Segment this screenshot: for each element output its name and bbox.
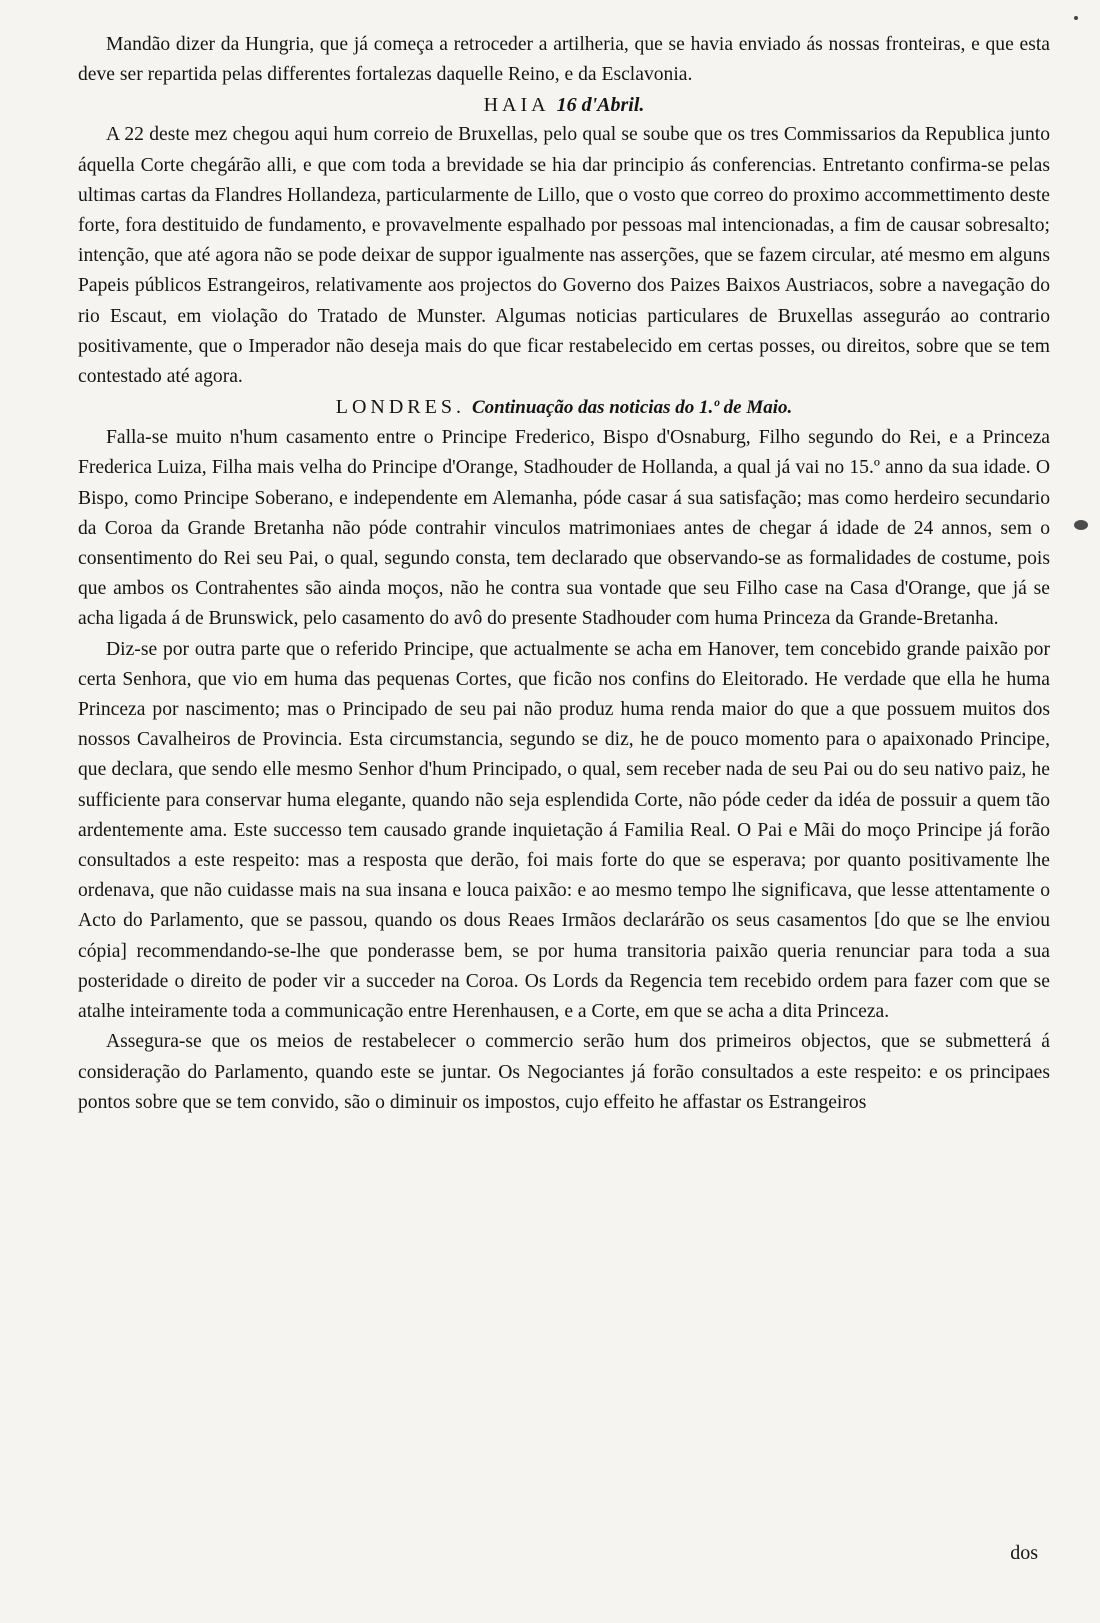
heading-londres <box>78 392 1050 423</box>
paragraph-hungria: Mandão dizer da Hungria, que já começa a retroceder a artilheria, que se havia enviado ás nossas fronteiras, e que esta deve ser repartida pelas differentes fortalezas daquelle Reino, e da Esclavonia. <box>78 34 1050 86</box>
heading-londres-place: LONDRES. <box>335 396 465 419</box>
heading-londres-subtitle: Continuação das noticias do 1.º de Maio. <box>471 397 793 419</box>
ink-speck <box>1074 16 1078 20</box>
paragraph-casamento: Falla-se muito n'hum casamento entre o Principe Frederico, Bispo d'Osnaburg, Filho segundo do Rei, e a Princeza Frederica Luiza, Filha mais velha do Principe d'Orange, Stadhouder de Hollanda, a qual já vai no 15.º anno da sua idade. O Bispo, como Principe Soberano, e independente em Alemanha, póde casar á sua satisfação; mas como herdeiro secundario da Coroa da Grande Bretanha não póde contrahir vinculos matrimoniaes antes de chegar á idade de 24 annos, sem o consentimento do Rei seu Pai, o qual, segundo consta, tem declarado que observando-se as formalidades de costume, pois que ambos os Contrahentes são ainda moços, não he contra sua vontade que seu Filho case na Casa d'Orange, que já se acha ligada á de Brunswick, pelo casamento do avô do presente Stadhouder com huma Princeza da Grande-Bretanha. <box>78 427 1050 630</box>
paragraph-commercio: Assegura-se que os meios de restabelecer o commercio serão hum dos primeiros objectos, que se submetterá á consideração do Parlamento, quando este se juntar. Os Negociantes já forão consultados a este respeito: e os principaes pontos sobre que se tem convido, são o diminuir os impostos, cujo effeito he affastar os Estrangeiros <box>78 1031 1050 1113</box>
heading-haia-date: 16 d'Abril. <box>556 94 645 117</box>
ink-blot <box>1074 520 1088 530</box>
paragraph-haia: A 22 deste mez chegou aqui hum correio de Bruxellas, pelo qual se soube que os tres Commissarios da Republica junto áquella Corte chegárão alli, e que com toda a brevidade se hia dar principio ás conferencias. Entretanto confirma-se pelas ultimas cartas da Flandres Hollandeza, particularmente de Lillo, que o vosto que correo do proximo accommettimento deste forte, fora destituido de fundamento, e provavelmente espalhado por pessoas mal intencionadas, a fim de causar sobresalto; intenção, que até agora não se pode deixar de suppor igualmente nas asserções, que se fazem circular, até mesmo em alguns Papeis públicos Estrangeiros, relativamente aos projectos do Governo dos Paizes Baixos Austriacos, sobre a navegação do rio Escaut, em violação do Tratado de Munster. Algumas noticias particulares de Bruxellas asseguráo ao contrario positivamente, que o Imperador não deseja mais do que ficar restabelecido em certas posses, ou direitos, sobre que se tem contestado até agora. <box>78 124 1050 388</box>
heading-haia-place: HAIA <box>483 94 550 117</box>
paragraph-hanover: Diz-se por outra parte que o referido Principe, que actualmente se acha em Hanover, tem concebido grande paixão por certa Senhora, que vio em huma das pequenas Cortes, que ficão nos confins do Eleitorado. He verdade que ella he huma Princeza por nascimento; mas o Principado de seu pai não produz huma renda maior do que a que possuem muitos dos nossos Cavalheiros de Provincia. Esta circumstancia, segundo se diz, he de pouco momento para o apaixonado Principe, que declara, que sendo elle mesmo Senhor d'hum Principado, o qual, sem receber nada de seu Pai ou do seu nativo paiz, he sufficiente para conservar huma elegante, quando não seja esplendida Corte, não póde ceder da idéa de possuir a quem tão ardentemente ama. Este successo tem causado grande inquietação á Familia Real. O Pai e Mãi do moço Principe já forão consultados a este respeito: mas a resposta que derão, foi mais forte do que se esperava; por quanto positivamente lhe ordenava, que não cuidasse mais na sua insana e louca paixão: e ao mesmo tempo lhe significava, que lesse attentamente o Acto do Parlamento, que se passou, quando os dous Reaes Irmãos declarárão os seus casamentos [do que se lhe enviou cópia] recommendando-se-lhe que ponderasse bem, se por huma transitoria paixão queria renunciar para toda a sua posteridade o direito de poder vir a succeder na Coroa. Os Lords da Regencia tem recebido ordem para fazer com que se atalhe inteiramente toda a communicação entre Herenhausen, e a Corte, em que se acha a dita Princeza. <box>78 638 1050 1023</box>
catchword: dos <box>1010 1542 1038 1564</box>
heading-haia <box>78 90 1050 120</box>
